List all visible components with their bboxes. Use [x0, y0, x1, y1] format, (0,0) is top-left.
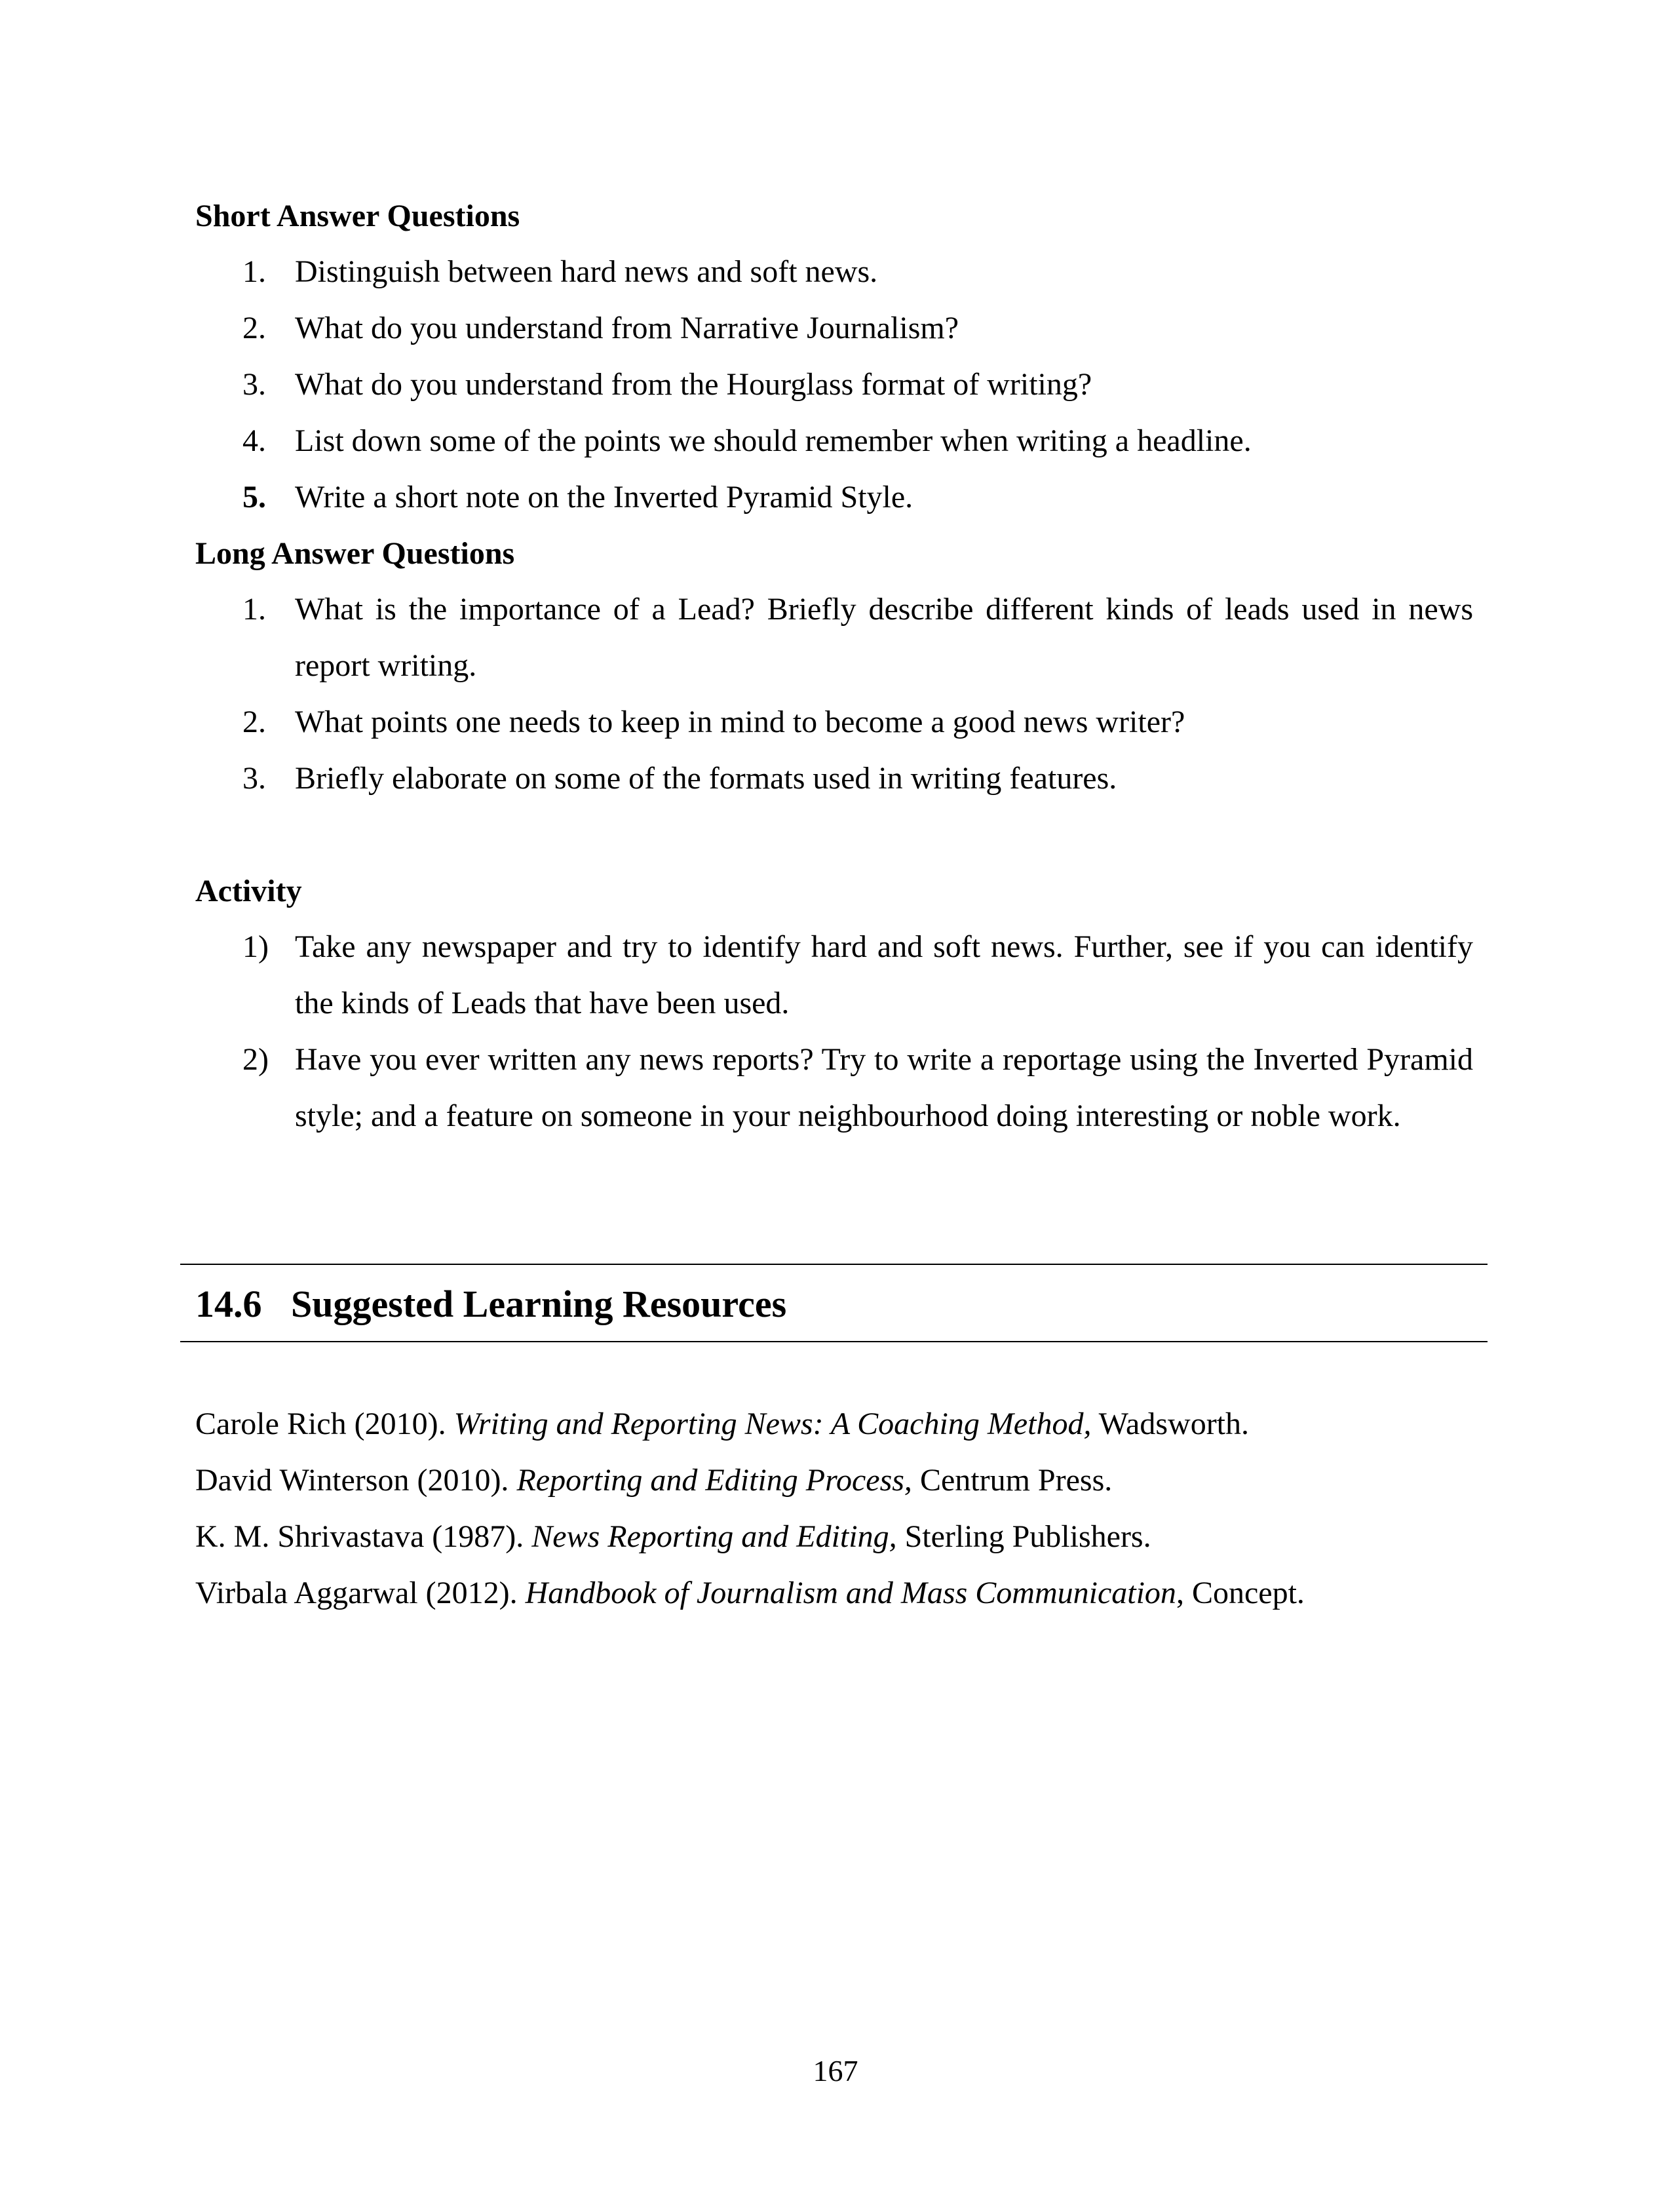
item-text: What is the importance of a Lead? Briefly describe different kinds of leads used in news report writing.	[295, 592, 1473, 683]
activity-list	[195, 919, 1473, 1144]
list-item	[195, 581, 1473, 694]
reference-entry	[195, 1452, 1473, 1509]
reference-title: Reporting and Editing Process,	[516, 1463, 912, 1498]
list-item	[195, 694, 1473, 750]
item-text: What points one needs to keep in mind to become a good news writer?	[295, 705, 1185, 739]
reference-publisher: Centrum Press.	[912, 1463, 1113, 1498]
page-number: 167	[813, 2054, 858, 2087]
item-text: What do you understand from Narrative Journalism?	[295, 311, 959, 345]
reference-entry	[195, 1509, 1473, 1565]
reference-title: Writing and Reporting News: A Coaching Method,	[453, 1407, 1092, 1441]
long-answer-list	[195, 581, 1473, 807]
section-title	[195, 1281, 786, 1327]
reference-author: Virbala Aggarwal (2012).	[195, 1576, 526, 1610]
reference-publisher: Wadsworth.	[1091, 1407, 1250, 1441]
item-number: 5.	[242, 480, 266, 514]
item-number: 2.	[242, 705, 266, 739]
reference-author: David Winterson (2010).	[195, 1463, 517, 1498]
item-number: 3.	[242, 367, 266, 402]
list-item	[195, 750, 1473, 807]
references-list	[195, 1396, 1473, 1621]
section-top-rule	[180, 1264, 1488, 1265]
item-text: What do you understand from the Hourglass format of writing?	[295, 367, 1092, 402]
reference-author: Carole Rich (2010).	[195, 1407, 454, 1441]
list-item	[195, 244, 1473, 300]
item-number: 1)	[242, 929, 269, 964]
list-item	[195, 300, 1473, 357]
item-text: Write a short note on the Inverted Pyramid Style.	[295, 480, 913, 514]
item-text: List down some of the points we should remember when writing a headline.	[295, 423, 1252, 458]
section-number: 14.6	[195, 1283, 262, 1325]
reference-publisher: Sterling Publishers.	[896, 1519, 1151, 1554]
reference-title: News Reporting and Editing,	[531, 1519, 897, 1554]
list-item	[195, 1032, 1473, 1144]
reference-publisher: , Concept.	[1176, 1576, 1305, 1610]
list-item	[195, 413, 1473, 469]
reference-author: K. M. Shrivastava (1987).	[195, 1519, 532, 1554]
item-text: Have you ever written any news reports? Try to write a reportage using the Inverted Pyramid style; and a feature on someone in your neighbourhood doing interesting or noble work.	[295, 1042, 1473, 1133]
reference-title: Handbook of Journalism and Mass Communication	[525, 1576, 1176, 1610]
list-item	[195, 919, 1473, 1032]
long-answer-heading: Long Answer Questions	[195, 536, 515, 571]
short-answer-heading: Short Answer Questions	[195, 199, 520, 233]
reference-entry	[195, 1565, 1473, 1621]
item-text: Take any newspaper and try to identify hard and soft news. Further, see if you can identify the kinds of Leads that have been used.	[295, 929, 1473, 1020]
item-text: Distinguish between hard news and soft news.	[295, 254, 878, 289]
activity-heading: Activity	[195, 874, 302, 908]
short-answer-list	[195, 244, 1473, 526]
item-number: 1.	[242, 592, 266, 627]
item-number: 3.	[242, 761, 266, 796]
item-text: Briefly elaborate on some of the formats used in writing features.	[295, 761, 1117, 796]
section-title-text: Suggested Learning Resources	[291, 1283, 787, 1325]
reference-entry	[195, 1396, 1473, 1452]
section-bottom-rule	[180, 1341, 1488, 1342]
list-item	[195, 469, 1473, 526]
item-number: 1.	[242, 254, 266, 289]
item-number: 2)	[242, 1042, 269, 1077]
item-number: 2.	[242, 311, 266, 345]
list-item	[195, 357, 1473, 413]
item-number: 4.	[242, 423, 266, 458]
